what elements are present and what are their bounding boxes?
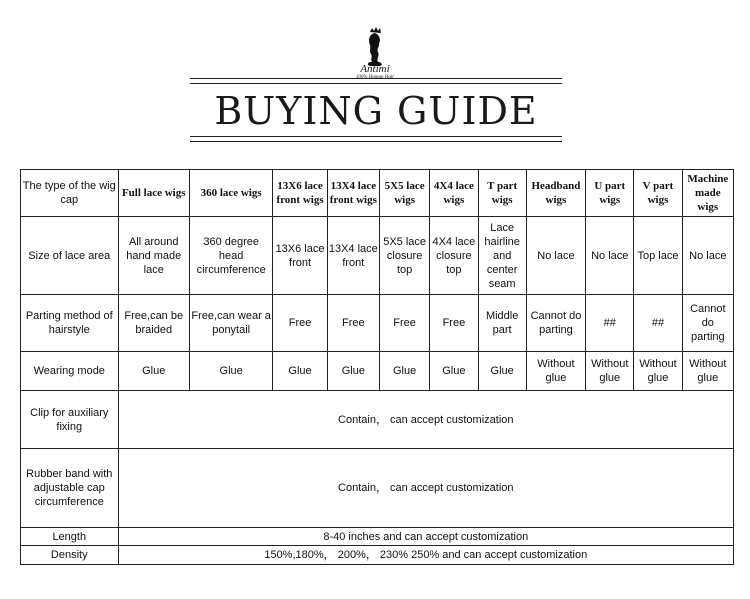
table-cell: ## [634,295,682,352]
table-cell: 4X4 lace closure top [430,217,478,295]
table-cell: Glue [118,352,189,391]
column-header: 13X6 lace front wigs [273,170,327,217]
header-corner: The type of the wig cap [21,170,119,217]
brand-name: Antimi [360,63,390,75]
table-cell: Free [273,295,327,352]
column-header: 360 lace wigs [189,170,272,217]
table-row [21,352,734,391]
table-cell: Without glue [634,352,682,391]
brand-tagline: 100% Human Hair [355,75,395,80]
table-row [21,217,734,295]
table-cell: Glue [478,352,526,391]
table-cell: No lace [586,217,634,295]
table-cell: Free,can be braided [118,295,189,352]
table-cell: 360 degree head circumference [189,217,272,295]
table-row [21,449,734,528]
table-cell: Glue [379,352,429,391]
column-header: Headband wigs [526,170,585,217]
table-row [21,528,734,546]
table-cell: Without glue [586,352,634,391]
title-rule-bottom [190,136,562,137]
table-cell: All around hand made lace [118,217,189,295]
column-header: 4X4 lace wigs [430,170,478,217]
table-cell: 5X5 lace closure top [379,217,429,295]
column-header: 5X5 lace wigs [379,170,429,217]
table-cell: Top lace [634,217,682,295]
table-cell: No lace [682,217,733,295]
column-header: T part wigs [478,170,526,217]
table-cell: No lace [526,217,585,295]
table-cell: Glue [189,352,272,391]
table-cell: Free [327,295,379,352]
table-cell: Cannot do parting [526,295,585,352]
row-label: Length [21,528,119,546]
table-cell: Glue [430,352,478,391]
table-cell: Without glue [526,352,585,391]
table-cell: Middle part [478,295,526,352]
title-rule-top [190,78,562,79]
table-cell: 13X4 lace front [327,217,379,295]
table-cell: Free,can wear a ponytail [189,295,272,352]
row-label: Clip for auxiliary fixing [21,391,119,449]
row-label: Parting method of hairstyle [21,295,119,352]
table-cell: Cannot do parting [682,295,733,352]
merged-cell: Contain， can accept customization [118,449,733,528]
table-header-row [21,170,734,217]
table-cell: Glue [273,352,327,391]
table-cell: ## [586,295,634,352]
page-title: BUYING GUIDE [214,89,538,133]
title-rule-top-inner [190,83,562,84]
merged-cell: Contain， can accept customization [118,391,733,449]
queen-head-icon [361,26,389,66]
table-row [21,546,734,565]
column-header: Machine made wigs [682,170,733,217]
title-rule-bottom-inner [190,141,562,142]
column-header: V part wigs [634,170,682,217]
row-label: Size of lace area [21,217,119,295]
merged-cell: 150%,180%， 200%， 230% 250% and can accept customization [118,546,733,565]
row-label: Rubber band with adjustable cap circumference [21,449,119,528]
table-cell: Free [430,295,478,352]
row-label: Density [21,546,119,565]
table-cell: Without glue [682,352,733,391]
table-cell: 13X6 lace front [273,217,327,295]
row-label: Wearing mode [21,352,119,391]
table-cell: Glue [327,352,379,391]
table-cell: Free [379,295,429,352]
column-header: Full lace wigs [118,170,189,217]
buying-guide-table [20,169,734,565]
column-header: 13X4 lace front wigs [327,170,379,217]
table-cell: Lace hairline and center seam [478,217,526,295]
table-row [21,391,734,449]
column-header: U part wigs [586,170,634,217]
merged-cell: 8-40 inches and can accept customization [118,528,733,546]
table-row [21,295,734,352]
